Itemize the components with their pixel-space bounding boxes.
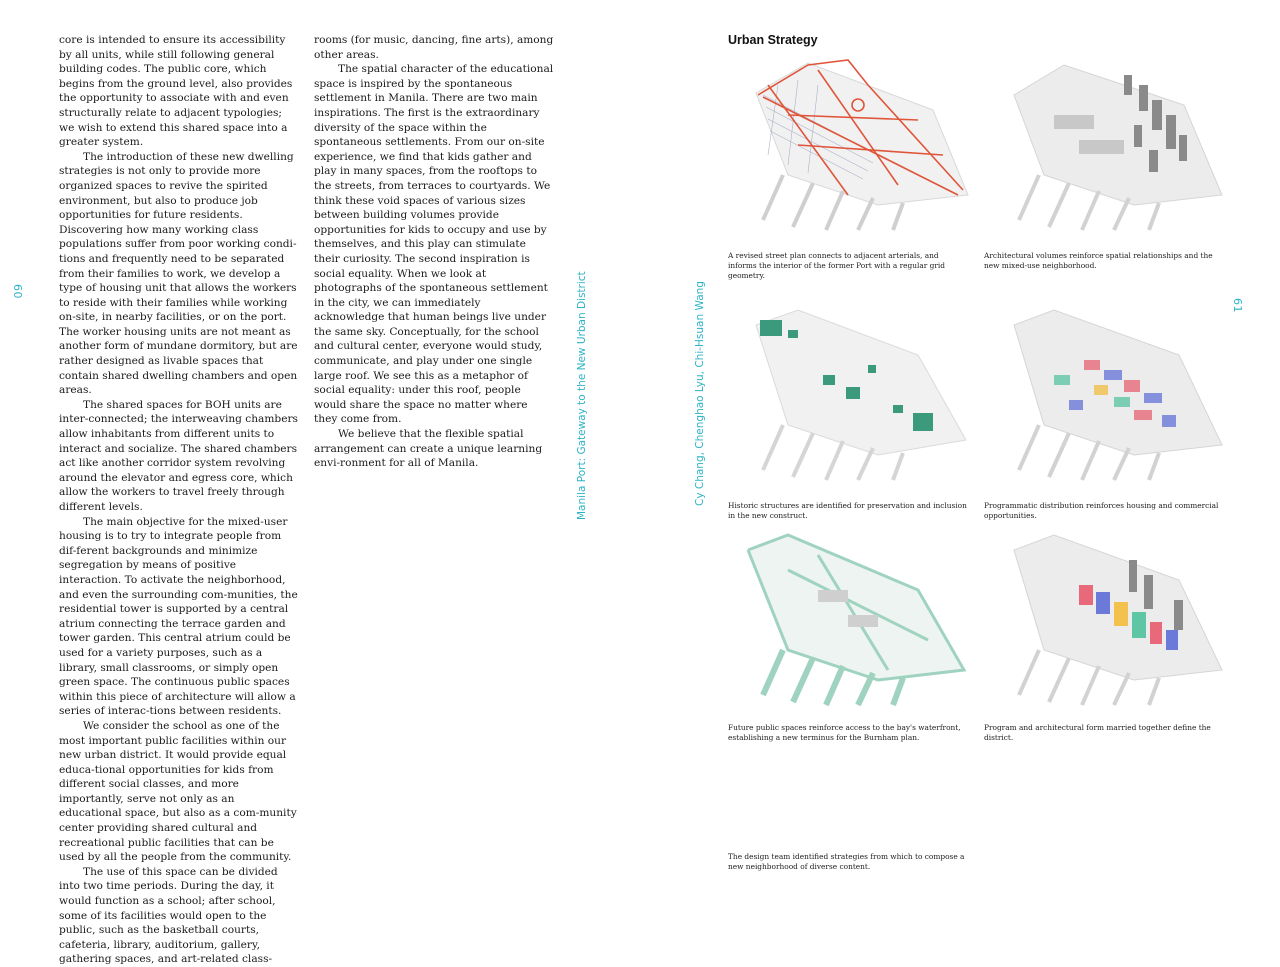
paragraph: The shared spaces for BOH units are inter-connected; the interweaving chambers allow inhabitants from different units to interact and socialize. The shared chambers act like another corridor system revolving around the elevator and egress core, which allow the workers to travel freely through different levels. [59,398,298,513]
figure-group-caption: The design team identified strategies from which to compose a new neighborhood of diverse content. [728,852,965,871]
figure-caption: Historic structures are identified for preservation and inclusion in the new construct. [728,501,967,520]
paragraph: rooms (for music, dancing, fine arts), among other areas. [314,34,554,61]
figure-public-spaces [728,530,968,705]
running-title: Manila Port: Gateway to the New Urban District [576,271,588,520]
paragraph: We believe that the flexible spatial arrangement can create a unique learning envi-ronment for all of Manila. [314,428,543,470]
figure-street-plan [728,55,968,230]
figure-architectural-volumes [984,55,1224,230]
figure-programmatic-distribution [984,305,1224,480]
page-number-left: 60 [11,284,24,299]
paragraph: The spatial character of the educational space is inspired by the spontaneous settlement in Manila. There are two main inspirations. The first is the extraordinary diversity of the space within the spontaneous settlements. From our on-site experience, we find that kids gather and play in many spaces, from the rooftops to the streets, from terraces to courtyards. We think these void spaces of various sizes between building volumes provide opportunities for kids to occupy and use by themselves, and this play can stimulate their curiosity. The second inspiration is social equality. When we look at photographs of the spontaneous settlement in the city, we can immediately acknowledge that human beings live under the same sky. Conceptually, for the school and cultural center, everyone would study, communicate, and play under one single large roof. We see this as a metaphor of social equality: under this roof, people would share the space no matter where they come from. [314,63,554,426]
figure-caption: Architectural volumes reinforce spatial relationships and the new mixed-use neighborhood. [984,251,1213,270]
figure-historic-structures [728,305,968,480]
page-number-right: 61 [1231,298,1244,313]
section-title: Urban Strategy [728,33,818,47]
figure-caption: Program and architectural form married together define the district. [984,723,1211,742]
left-page [0,0,640,966]
running-authors: Cy Chang, Chenghao Lyu, Chi-Hsuan Wang [694,281,706,506]
paragraph: We consider the school as one of the most important public facilities within our new urban district. It would provide equal educa-tional opportunities for kids from different social classes, and more importantly, serve not only as an educational space, but also as a com-munity center providing shared cultural and recreational public facilities that can be used by all the people from the community. [59,719,297,864]
figure-caption: Future public spaces reinforce access to the bay's waterfront, establishing a new terminus for the Burnham plan. [728,723,961,742]
figure-program-form [984,530,1224,705]
paragraph: The main objective for the mixed-user housing is to try to integrate people from dif-ferent backgrounds and minimize segregation by means of positive interaction. To activate the neighborhood, and even the surrounding com-munities, the residential tower is supported by a central atrium connecting the terrace garden and tower garden. This central atrium could be used for a variety purposes, such as a library, small classrooms, or simply open green space. The continuous public spaces within this piece of architecture will allow a series of interac-tions between residents. [59,515,298,718]
figure-caption: Programmatic distribution reinforces housing and commercial opportunities. [984,501,1219,520]
paragraph: core is intended to ensure its accessibility by all units, while still following general building codes. The public core, which begins from the ground level, also provides the opportunity to associate with and even structurally relate to adjacent typologies; we wish to extend this shared space into a greater system. [59,34,293,149]
text-column-1 [59,33,299,967]
paragraph: The introduction of these new dwelling strategies is not only to provide more organized spaces to revive the spirited environment, but also to produce job opportunities for future residents. Discovering how many working class populations suffer from poor working condi-tions and frequently need to be separated from their families to work, we develop a type of housing unit that allows the workers to reside with their families while working on-site, in nearby facilities, or on the port. The worker housing units are not meant as another form of mundane dormitory, but are rather designed as livable spaces that contain shared dwelling chambers and open areas. [59,150,298,397]
text-column-2 [314,33,554,471]
figure-caption: A revised street plan connects to adjacent arterials, and informs the interior of the former Port with a regular grid geometry. [728,251,946,280]
paragraph: The use of this space can be divided into two time periods. During the day, it would function as a school; after school, some of its facilities would open to the public, such as the basketball courts, cafeteria, library, auditorium, gallery, gathering spaces, and art-related class- [59,865,278,966]
